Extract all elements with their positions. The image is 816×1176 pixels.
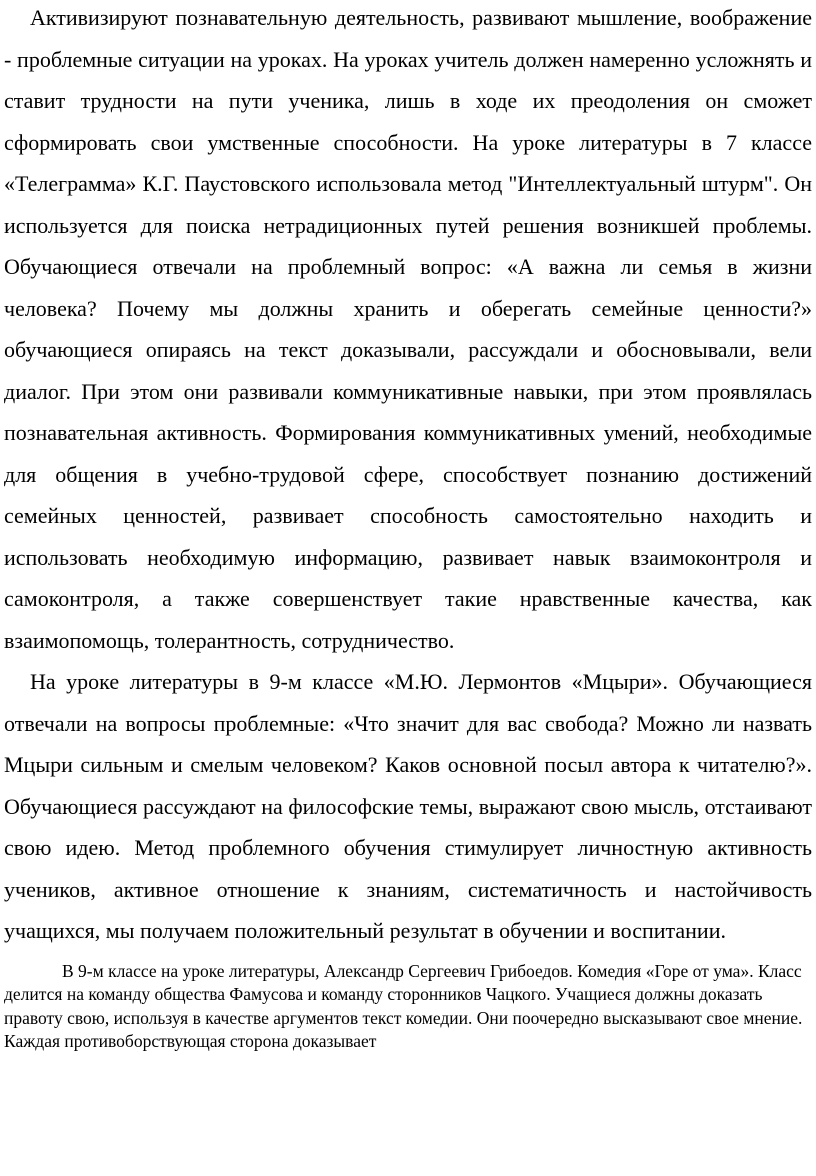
paragraph-problem-situations: Активизируют познавательную деятельность, развивают мышление, воображение - проблемные ситуации на уроках. На уроках учитель должен намеренно усложнять и ставит трудности на пути ученика, лишь в ходе их преодоления он сможет сформировать свои умственные способности. На уроке литературы в 7 классе «Телеграмма» К.Г. Паустовского использовала метод "Интеллектуальный штурм". Он используется для поиска нетрадиционных путей решения возникшей проблемы. Обучающиеся отвечали на проблемный вопрос: «А важна ли семья в жизни человека? Почему мы должны хранить и оберегать семейные ценности?» обучающиеся опираясь на текст доказывали, рассуждали и обосновывали, вели диалог. При этом они развивали коммуникативные навыки, при этом проявлялась познавательная активность. Формирования коммуникативных умений, необходимые для общения в учебно-трудовой сфере, способствует познанию достижений семейных ценностей, развивает способность самостоятельно находить и использовать необходимую информацию, развивает навык взаимоконтроля и самоконтроля, а также совершенствует такие нравственные качества, как взаимопомощь, толерантность, сотрудничество. — [4, 5, 812, 653]
paragraph-mtsyri-lesson: На уроке литературы в 9-м классе «М.Ю. Лермонтов «Мцыри». Обучающиеся отвечали на вопросы проблемные: «Что значит для вас свобода? Можно ли назвать Мцыри сильным и смелым человеком? Каков основной посыл автора к читателю?». Обучающиеся рассуждают на философские темы, выражают свою мысль, отстаивают свою идею. Метод проблемного обучения стимулирует личностную активность учеников, активное отношение к знаниям, систематичность и настойчивость учащихся, мы получаем положительный результат в обучении и воспитании. — [4, 669, 812, 943]
paragraph-griboedov-lesson: В 9-м классе на уроке литературы, Александр Сергеевич Грибоедов. Комедия «Горе от ума». Класс делится на команду общества Фамусова и команду сторонников Чацкого. Учащиеся должны доказать правоту свою, используя в качестве аргументов текст комедии. Они поочередно высказывают свое мнение. Каждая противоборствующая сторона доказывает — [4, 960, 803, 1051]
